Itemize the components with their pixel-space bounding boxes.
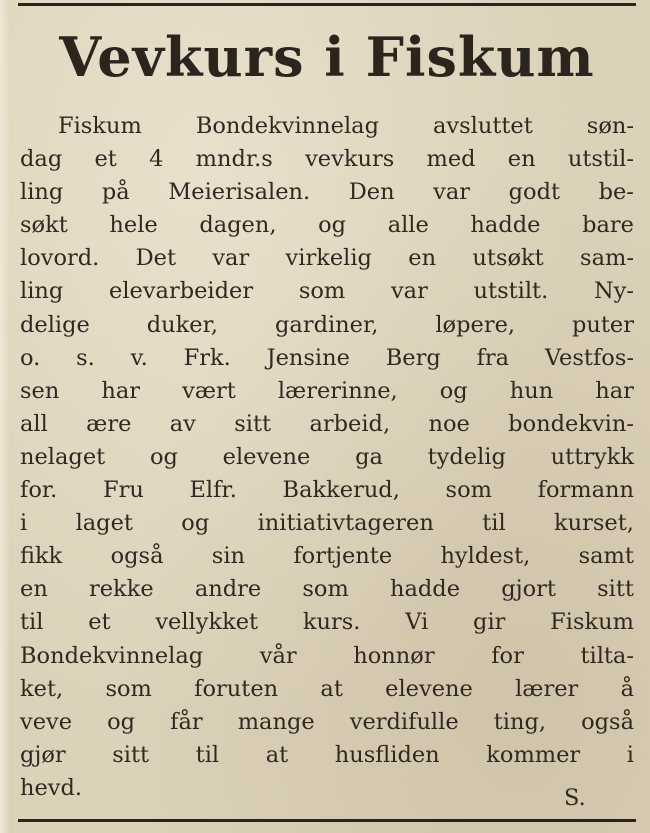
word: andre [194,576,262,603]
headline: Vevkurs i Fiskum [59,25,595,89]
word: Vi [405,609,429,636]
word: gardiner, [275,311,379,338]
article-line [20,640,634,673]
word: til [482,510,506,537]
word: og [318,212,347,239]
word: på [101,179,130,206]
article-line [20,342,634,375]
word: var [433,179,471,206]
word: fra [476,344,510,371]
word: samt [578,543,634,570]
word: var [390,278,428,305]
word: hadde [389,576,461,603]
word: Bondekvinnelag [20,642,204,669]
word: Vestfos- [544,344,634,371]
word: ling [20,278,64,305]
word: en [507,146,536,173]
word: godt [508,179,561,206]
word: sam- [580,245,634,272]
article-line [20,408,634,441]
word: Frk. [183,344,231,371]
word: med [426,146,476,173]
word: og [149,443,178,470]
word: at [265,741,289,768]
word: Jensine [266,344,350,371]
word: som [445,477,492,504]
word: mndr.s [195,146,273,173]
article-line [20,573,634,606]
bottom-rule [18,819,636,822]
word: en [408,245,437,272]
word: ære [86,410,132,437]
word: v. [130,344,148,371]
article-line [20,507,634,540]
word: 4 [149,146,164,173]
word: gir [473,609,506,636]
word: lærerinne, [277,377,398,404]
article-line [20,309,634,342]
word: veve [20,708,73,735]
word: gjør [20,741,66,768]
word: Elfr. [189,477,237,504]
word: dagen, [199,212,277,239]
word: for. [20,477,58,504]
word: vært [182,377,236,404]
article-line [20,375,634,408]
word: og [181,510,210,537]
word: laget [75,510,133,537]
word: i [626,741,634,768]
word: et [88,609,111,636]
word: initiativtageren [257,510,434,537]
word: lovord. [20,245,100,272]
word: som [298,278,346,305]
word: vellykket [155,609,259,636]
word: utsøkt [472,245,544,272]
article-line [20,739,634,772]
word: puter [571,311,634,338]
word: ga [355,443,383,470]
word: fortjente [293,543,393,570]
word: foruten [194,675,279,702]
word: hele [109,212,158,239]
article-line [20,441,634,474]
word: hevd. [20,774,83,801]
word: Fiskum [58,113,142,139]
word: elevene [222,443,311,470]
word: rekke [88,576,154,603]
word: ket, [20,675,64,702]
word: delige [20,311,90,338]
word: søkt [20,212,68,239]
word: og [107,708,136,735]
article-body [20,110,634,805]
word: nelaget [20,443,106,470]
word: kurs. [302,609,361,636]
word: også [110,543,164,570]
word: utstilt. [473,278,549,305]
article-line [20,143,634,176]
word: har [595,377,634,404]
word: o. [20,344,41,371]
word: fikk [20,543,63,570]
article-line [20,706,634,739]
word: Fiskum [550,609,634,636]
word: hyldest, [440,543,531,570]
word: til [195,741,220,768]
word: ting, [493,708,547,735]
word: som [105,675,152,702]
article-line [20,242,634,275]
word: Meierisalen. [168,179,311,206]
word: en [20,576,48,603]
word: be- [598,179,634,206]
word: Bakkerud, [282,477,400,504]
article-line [20,176,634,209]
word: var [212,245,250,272]
word: Ny- [593,278,634,305]
word: elevene [385,675,473,702]
word: alle [387,212,429,239]
word: har [101,377,141,404]
word: å [620,675,634,702]
word: sitt [234,410,272,437]
word: Den [348,179,395,206]
word: sitt [112,741,150,768]
word: elevarbeider [109,278,254,305]
word: ling [20,179,64,206]
word: sitt [597,576,634,603]
word: hadde [470,212,541,239]
word: duker, [146,311,219,338]
word: honnør [353,642,435,669]
top-rule [18,3,636,6]
word: verdifulle [349,708,459,735]
word: s. [76,344,95,371]
article-line [20,673,634,706]
word: sin [211,543,246,570]
word: og [439,377,468,404]
word: til [20,609,44,636]
word: løpere, [435,311,516,338]
word: får [170,708,203,735]
word: uttrykk [550,443,634,470]
word: av [169,410,196,437]
word: formann [537,477,634,504]
word: Det [135,245,177,272]
word: tilta- [580,642,634,669]
word: for [491,642,524,669]
word: avsluttet [432,113,533,139]
signature: S. [564,785,586,811]
word: lærer [515,675,579,702]
word: sen [20,377,60,404]
word: kommer [486,741,581,768]
word: husfliden [334,741,440,768]
word: Bondekvinnelag [195,113,379,139]
word: vår [259,642,297,669]
article-line [20,540,634,573]
article-line [20,606,634,639]
word: også [581,708,634,735]
word: søn- [586,113,634,139]
word: dag [20,146,63,173]
word: bondekvin- [508,410,634,437]
word: utstil- [567,146,634,173]
paper-edge [0,0,10,833]
word: i [20,510,28,537]
word: virkelig [285,245,372,272]
word: kurset, [554,510,634,537]
word: tydelig [427,443,506,470]
word: bare [582,212,634,239]
word: Berg [385,344,441,371]
word: hun [509,377,554,404]
article-line [20,209,634,242]
word: et [94,146,117,173]
article-line [20,772,634,805]
word: gjort [501,576,556,603]
word: som [302,576,349,603]
article-line [20,110,634,143]
word: arbeid, [309,410,391,437]
article-line [20,275,634,308]
word: vevkurs [305,146,395,173]
word: Fru [102,477,144,504]
word: noe [428,410,470,437]
article-line [20,474,634,507]
word: all [20,410,48,437]
word: at [320,675,343,702]
word: mange [237,708,315,735]
